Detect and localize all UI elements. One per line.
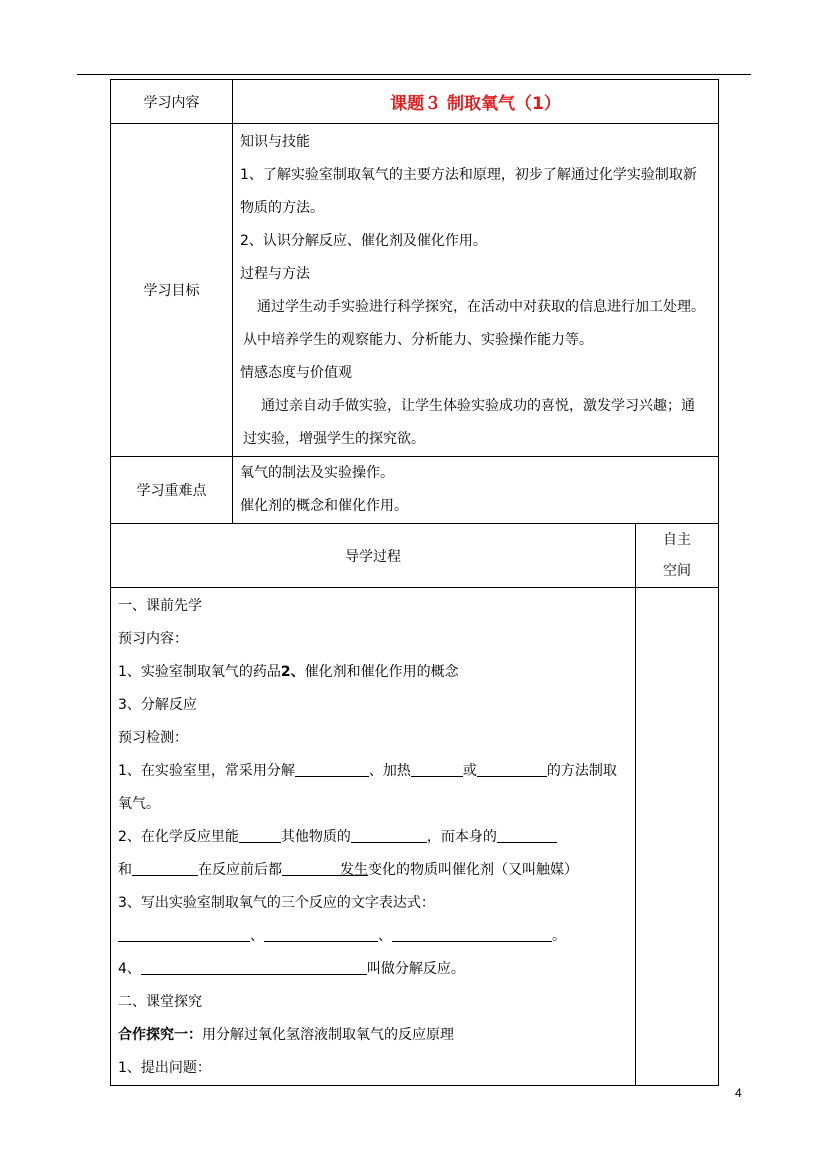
row-content (111, 80, 719, 124)
row-goals (111, 124, 719, 457)
page-number: 4 (735, 1086, 742, 1100)
q1-blank-2[interactable] (411, 762, 463, 777)
row-process-body (111, 588, 719, 1086)
side-label-1: 自主 (663, 531, 691, 548)
q2-text-b: 其他物质的 (280, 829, 351, 845)
q2-text-c: ，而本身的 (426, 829, 497, 845)
q2-text-e: 在反应前后都 (198, 862, 282, 878)
preview-items-1-2 (111, 656, 635, 689)
q2-blank-3[interactable] (497, 828, 557, 843)
q2-text-g: 变化的物质叫催化剂（又叫触媒） (368, 862, 578, 878)
label-content: 学习内容 (111, 80, 233, 124)
q2-blank-4[interactable] (132, 861, 198, 876)
preview-item-1: 1、实验室制取氧气的药品 (118, 664, 281, 680)
q2-text-f: 发生 (340, 862, 368, 878)
coop-explore-1 (111, 1019, 635, 1052)
q2-blank-5[interactable] (282, 861, 340, 876)
q2-blank-1[interactable] (239, 828, 281, 843)
goal-e1-line1: 通过亲自动手做实验，让学生体验实验成功的喜悦，激发学习兴趣；通 (261, 398, 695, 414)
difficulty-line1: 氧气的制法及实验操作。 (240, 465, 394, 481)
question-3-blanks (111, 920, 635, 953)
goal-k2: 2、认识分解反应、催化剂及催化作用。 (240, 233, 487, 249)
goal-e1-line2: 过实验，增强学生的探究欲。 (243, 431, 425, 447)
side-space-cell (636, 588, 719, 1086)
lesson-table (110, 79, 719, 1086)
goal-p1-line2: 从中培养学生的观察能力、分析能力、实验操作能力等。 (243, 332, 593, 348)
preview-item-3: 3、分解反应 (118, 697, 197, 713)
q3-blank-3[interactable] (392, 927, 552, 942)
header-rule (77, 74, 751, 75)
goal-heading-knowledge: 知识与技能 (240, 134, 310, 150)
section-1-heading: 一、课前先学 (118, 598, 202, 614)
goal-heading-process: 过程与方法 (240, 266, 310, 282)
side-space-header (636, 524, 719, 588)
coop-label: 合作探究一： (118, 1027, 202, 1043)
q3-sep-1: 、 (250, 928, 264, 944)
question-3: 3、写出实验室制取氧气的三个反应的文字表达式： (118, 895, 435, 911)
q2-text-d: 和 (118, 862, 132, 878)
goal-k1-line2: 物质的方法。 (240, 200, 324, 216)
label-process: 导学过程 (111, 524, 636, 588)
question-2-line2 (111, 854, 635, 887)
question-1 (111, 755, 635, 788)
coop-text: 用分解过氧化氢溶液制取氧气的反应原理 (202, 1027, 454, 1043)
question-4 (111, 953, 635, 986)
q1-text-a: 1、在实验室里，常采用分解 (118, 763, 295, 779)
q4-text-a: 4、 (118, 961, 141, 977)
check-heading: 预习检测： (118, 730, 188, 746)
goals-cell (233, 124, 719, 457)
lesson-title: 课题３ 制取氧气（1） (233, 80, 719, 124)
q4-text-b: 叫做分解反应。 (366, 961, 465, 977)
q1-text-b: 、加热 (368, 763, 411, 779)
q3-blank-1[interactable] (118, 927, 250, 942)
q3-sep-2: 、 (378, 928, 392, 944)
q3-blank-2[interactable] (264, 927, 378, 942)
preview-item-2-num: 2、 (280, 664, 305, 680)
goal-heading-emotion: 情感态度与价值观 (240, 365, 352, 381)
row-process-header (111, 524, 719, 588)
q2-text-a: 2、在化学反应里能 (118, 829, 239, 845)
goal-p1-line1: 通过学生动手实验进行科学探究，在活动中对获取的信息进行加工处理。 (257, 299, 705, 315)
q1-blank-3[interactable] (477, 762, 547, 777)
label-difficulty: 学习重难点 (111, 457, 233, 524)
q1-text-c: 或 (462, 763, 477, 779)
q1-blank-1[interactable] (295, 762, 369, 777)
label-goals: 学习目标 (111, 124, 233, 457)
section-2-heading: 二、课堂探究 (118, 994, 202, 1010)
difficulty-line2: 催化剂的概念和催化作用。 (240, 498, 408, 514)
process-content (111, 588, 636, 1086)
preview-heading: 预习内容： (118, 631, 188, 647)
preview-item-2: 催化剂和催化作用的概念 (304, 664, 459, 680)
q1-text-d: 的方法制取 (546, 763, 617, 779)
question-1-cont: 氧气。 (118, 796, 160, 812)
row-difficulty (111, 457, 719, 524)
q3-end: 。 (552, 928, 566, 944)
q4-blank[interactable] (141, 960, 367, 975)
question-2-line1 (111, 821, 635, 854)
difficulty-cell (233, 457, 719, 524)
side-label-2: 空间 (663, 562, 691, 579)
goal-k1-line1: 1、了解实验室制取氧气的主要方法和原理，初步了解通过化学实验制取新 (240, 167, 697, 183)
ask-question: 1、提出问题： (118, 1060, 211, 1076)
q2-blank-2[interactable] (351, 828, 427, 843)
